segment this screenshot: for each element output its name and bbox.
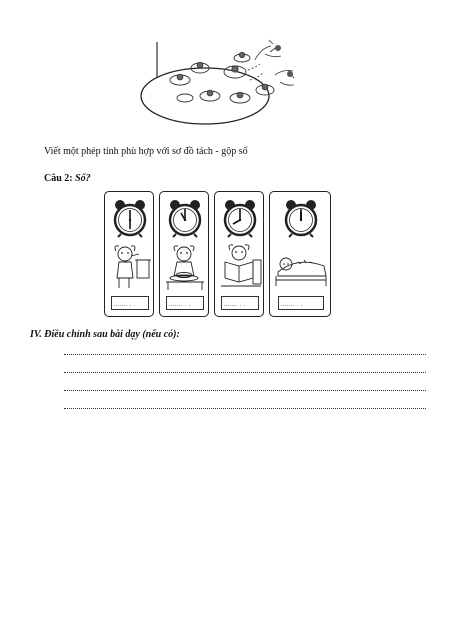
- writing-line[interactable]: [64, 372, 426, 373]
- clock-card: [104, 191, 154, 317]
- girl-sleeping-icon: [272, 242, 330, 292]
- clock-card: [269, 191, 331, 317]
- girl-reading-icon: [217, 242, 263, 292]
- alarm-clock-icon: [112, 198, 148, 238]
- alarm-clock-icon: [167, 198, 203, 238]
- girl-brushing-teeth-icon: [107, 242, 153, 292]
- writing-line[interactable]: [64, 354, 426, 355]
- clock-card: [159, 191, 209, 317]
- girl-eating-icon: [162, 242, 208, 292]
- answer-box[interactable]: [111, 296, 149, 310]
- section-title: IV. Điều chỉnh sau bài dạy (nếu có):: [30, 329, 180, 340]
- writing-line[interactable]: [64, 408, 426, 409]
- answer-placeholder: ....... . .: [224, 302, 246, 308]
- answer-placeholder: ....... . .: [169, 302, 191, 308]
- question-prompt: Số?: [75, 173, 91, 184]
- answer-box[interactable]: [278, 296, 324, 310]
- answer-placeholder: ....... . .: [281, 302, 303, 308]
- question-title: [44, 173, 91, 184]
- answer-box[interactable]: [166, 296, 204, 310]
- answer-placeholder: ....... . .: [114, 302, 136, 308]
- alarm-clock-icon: [283, 198, 319, 238]
- clock-card: [214, 191, 264, 317]
- alarm-clock-icon: [222, 198, 258, 238]
- instruction-text: Viết một phép tính phù hợp với sơ đồ tách - gộp số: [44, 146, 248, 157]
- writing-line[interactable]: [64, 390, 426, 391]
- question-label: Câu 2:: [44, 173, 73, 184]
- frog-pond-illustration: [130, 30, 320, 130]
- answer-box[interactable]: [221, 296, 259, 310]
